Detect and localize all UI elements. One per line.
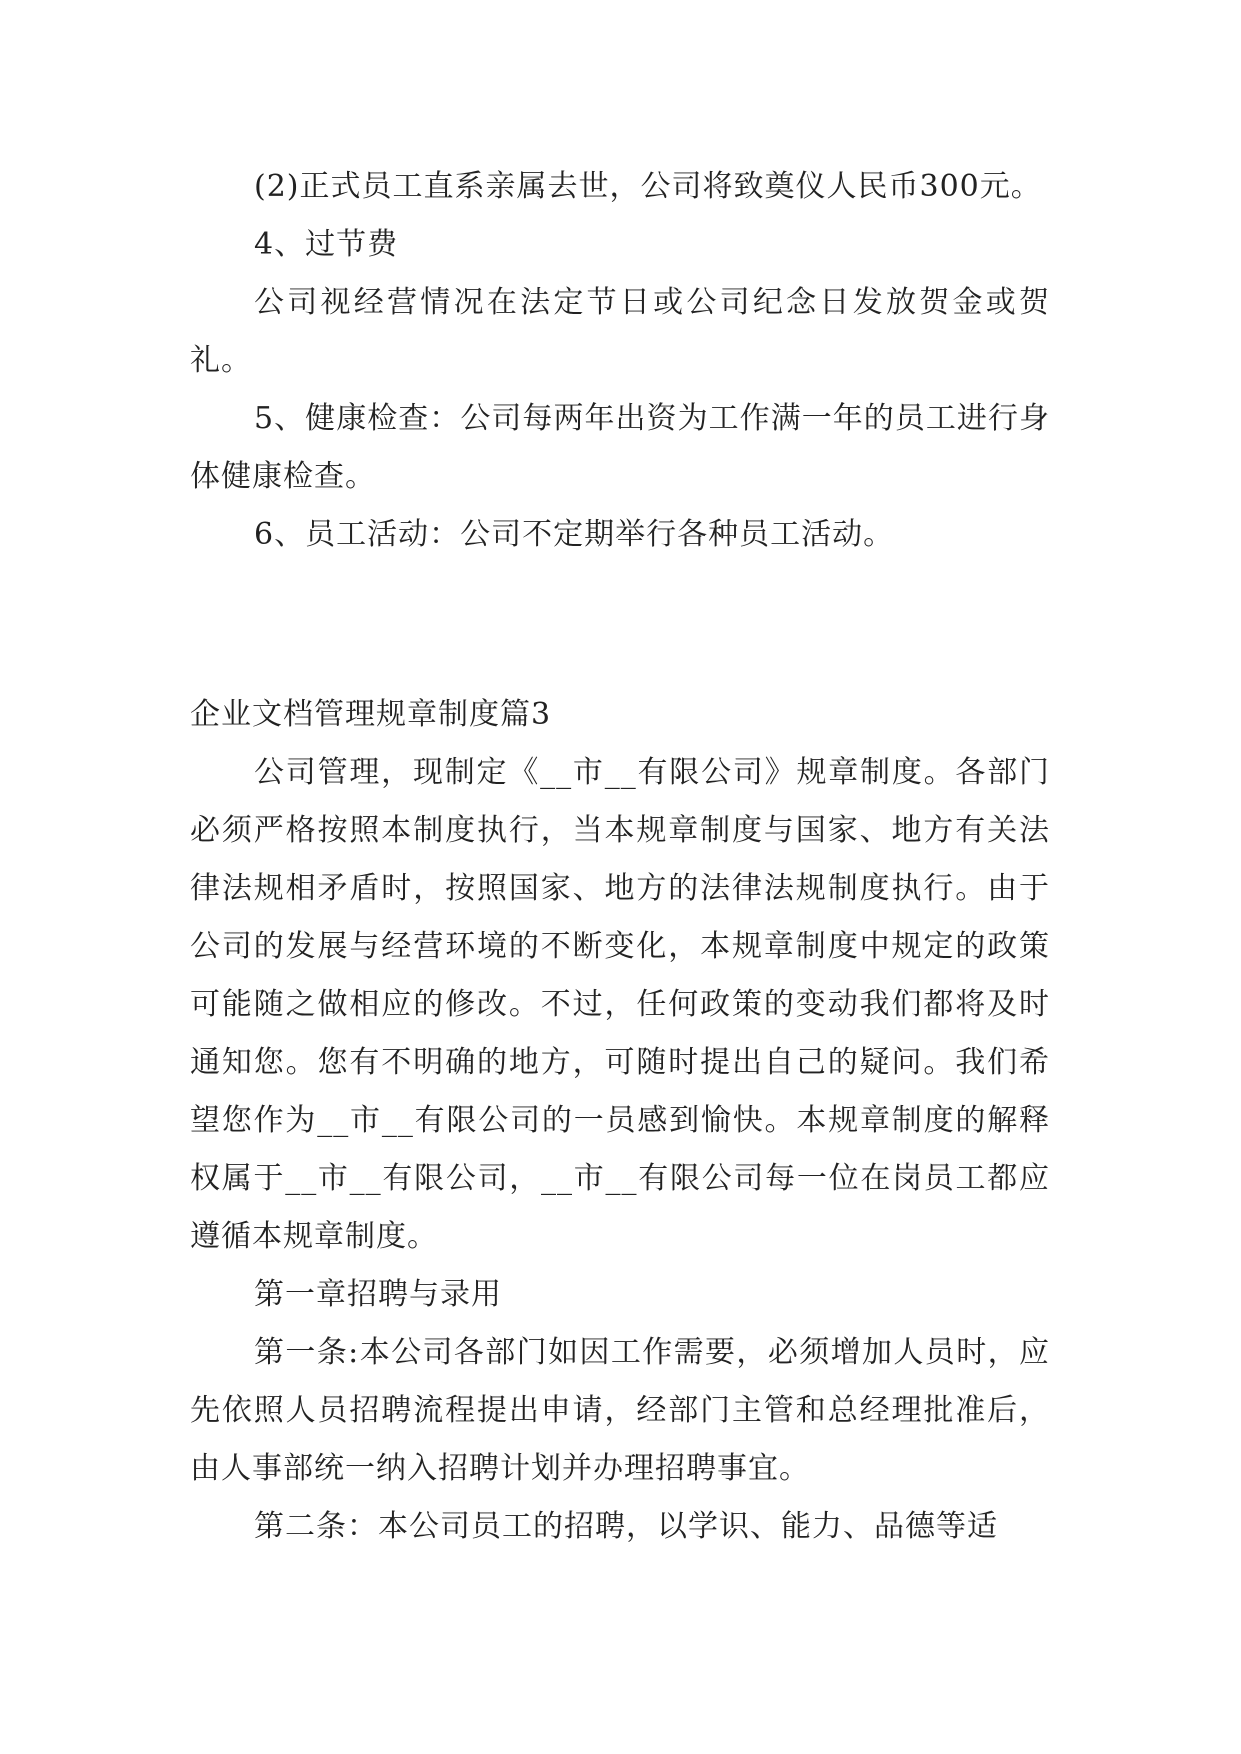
benefits-section — [190, 158, 1050, 564]
section-heading: 企业文档管理规章制度篇3 — [190, 697, 552, 732]
paragraph-holiday-gift: 公司视经营情况在法定节日或公司纪念日发放贺金或贺礼。 — [190, 285, 1050, 378]
regulations-section — [190, 686, 1050, 1556]
paragraph-bereavement: (2)正式员工直系亲属去世，公司将致奠仪人民币300元。 — [254, 169, 1042, 204]
chapter-title: 第一章招聘与录用 — [254, 1277, 502, 1312]
article-one: 第一条:本公司各部门如因工作需要，必须增加人员时，应先依照人员招聘流程提出申请，经部门主管和总经理批准后，由人事部统一纳入招聘计划并办理招聘事宜。 — [190, 1335, 1050, 1486]
paragraph-staff-activities: 6、员工活动：公司不定期举行各种员工活动。 — [254, 517, 895, 552]
paragraph-holiday-title: 4、过节费 — [254, 227, 399, 262]
article-two: 第二条：本公司员工的招聘，以学识、能力、品德等适 — [254, 1509, 998, 1544]
paragraph-health-check: 5、健康检查：公司每两年出资为工作满一年的员工进行身体健康检查。 — [190, 401, 1050, 494]
paragraph-introduction: 公司管理，现制定《__市__有限公司》规章制度。各部门必须严格按照本制度执行，当本规章制度与国家、地方有关法律法规相矛盾时，按照国家、地方的法律法规制度执行。由于公司的发展与经营环境的不断变化，本规章制度中规定的政策可能随之做相应的修改。不过，任何政策的变动我们都将及时通知您。您有不明确的地方，可随时提出自己的疑问。我们希望您作为__市__有限公司的一员感到愉快。本规章制度的解释权属于__市__有限公司，__市__有限公司每一位在岗员工都应遵循本规章制度。 — [190, 755, 1050, 1254]
